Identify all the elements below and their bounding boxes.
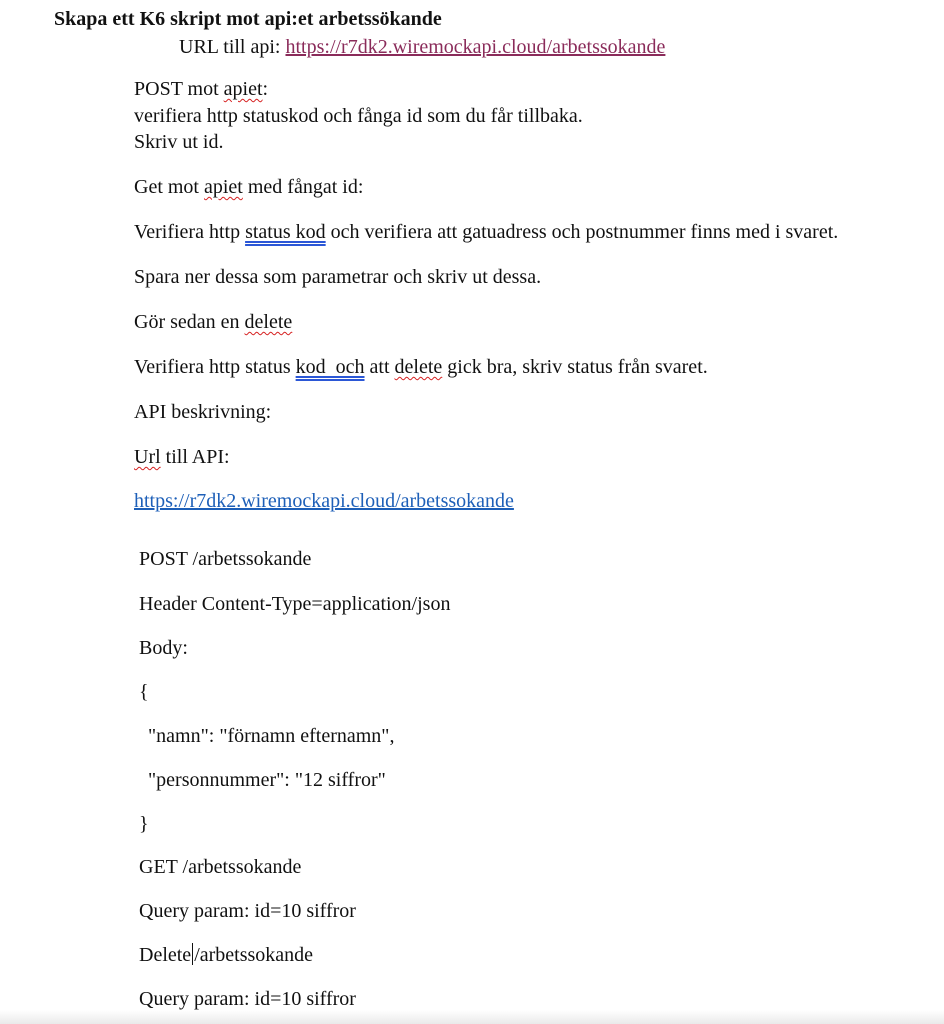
verify-delete-a: Verifiera http status	[134, 356, 296, 378]
get-heading	[134, 175, 363, 199]
api-url-prefix: URL till api:	[179, 36, 286, 58]
verify-delete-c: gick bra, skriv status från svaret.	[442, 356, 708, 378]
api-description-label: API beskrivning:	[134, 401, 272, 423]
verify-get-line	[134, 220, 838, 244]
grammar-status-kod: status kod	[245, 221, 326, 243]
spec-delete-query: Query param: id=10 siffror	[139, 988, 356, 1010]
api-url-line	[179, 35, 665, 59]
document-title: Skapa ett K6 skript mot api:et arbetssökande	[54, 8, 442, 30]
spec-delete-a: Delete	[139, 944, 192, 966]
post-verify-line: verifiera http statuskod och fånga id som du får tillbaka.	[134, 105, 583, 127]
page-bottom-shade	[0, 1010, 944, 1024]
save-params-line: Spara ner dessa som parametrar och skriv ut dessa.	[134, 266, 542, 288]
spec-delete-b: /arbetssokande	[194, 944, 314, 966]
spec-body-label: Body:	[139, 637, 188, 659]
spec-brace-open: {	[139, 681, 149, 703]
spec-get-endpoint: GET /arbetssokande	[139, 856, 302, 878]
spec-post-endpoint: POST /arbetssokande	[139, 548, 312, 570]
grammar-kod-och: kod och	[295, 356, 365, 378]
verify-get-b: och verifiera att gatuadress och postnummer finns med i svaret.	[325, 221, 839, 243]
post-print-line: Skriv ut id.	[134, 131, 224, 153]
verify-delete-b: att	[364, 356, 395, 378]
url-label-line	[134, 445, 230, 469]
spell-error-apiet: apiet	[223, 78, 263, 100]
spec-get-query: Query param: id=10 siffror	[139, 900, 356, 922]
api-url-link[interactable]: https://r7dk2.wiremockapi.cloud/arbetssokande	[285, 36, 666, 58]
spec-field-personnummer: "personnummer": "12 siffror"	[148, 769, 386, 791]
post-heading-colon: :	[262, 78, 269, 100]
spell-error-delete-2: delete	[394, 356, 443, 378]
get-heading-text: Get mot	[134, 176, 204, 198]
spell-error-apiet-get: apiet	[204, 176, 243, 198]
get-heading-rest: med fångat id:	[242, 176, 364, 198]
post-heading	[134, 77, 268, 101]
verify-get-a: Verifiera http	[134, 221, 246, 243]
post-heading-text: POST mot	[134, 78, 224, 100]
spell-error-delete: delete	[244, 311, 293, 333]
verify-delete-line	[134, 355, 708, 379]
spec-header: Header Content-Type=application/json	[139, 593, 451, 615]
api-link-line	[134, 489, 514, 513]
spell-error-url: Url	[134, 446, 161, 468]
api-link[interactable]: https://r7dk2.wiremockapi.cloud/arbetssokande	[134, 490, 514, 512]
spec-field-namn: "namn": "förnamn efternamn",	[148, 725, 395, 747]
delete-line	[134, 310, 292, 334]
spec-delete-endpoint	[139, 943, 313, 967]
delete-line-a: Gör sedan en	[134, 311, 245, 333]
spec-brace-close: }	[139, 813, 149, 835]
url-label-rest: till API:	[160, 446, 230, 468]
